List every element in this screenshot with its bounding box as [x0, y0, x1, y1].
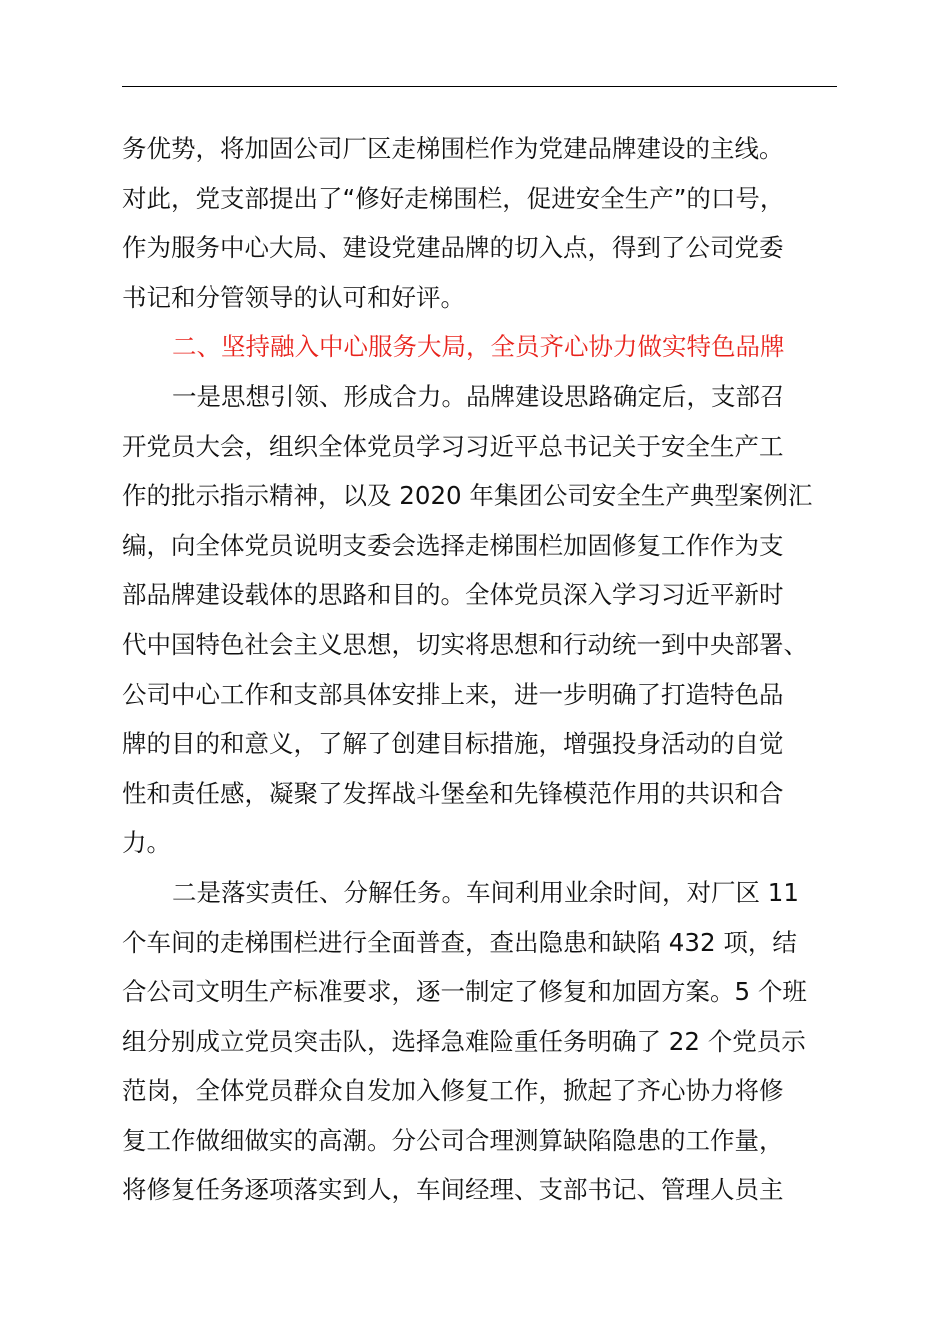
text-line: 个车间的走梯围栏进行全面普查，查出隐患和缺陷 432 项，结 [122, 927, 797, 957]
text-line: 将修复任务逐项落实到人，车间经理、支部书记、管理人员主 [122, 1175, 784, 1205]
text-line: 代中国特色社会主义思想，切实将思想和行动统一到中央部署、 [122, 629, 808, 659]
paragraph [122, 372, 842, 868]
text-line: 性和责任感，凝聚了发挥战斗堡垒和先锋模范作用的共识和合 [122, 778, 784, 808]
paragraph [122, 868, 842, 1215]
text-line: 公司中心工作和支部具体安排上来，进一步明确了打造特色品 [122, 679, 784, 709]
text-line: 务优势，将加固公司厂区走梯围栏作为党建品牌建设的主线。 [122, 134, 784, 163]
text-line: 力。 [122, 828, 171, 858]
text-line: 开党员大会，组织全体党员学习习近平总书记关于安全生产工 [122, 431, 784, 461]
text-line: 合公司文明生产标准要求，逐一制定了修复和加固方案。5 个班 [122, 977, 807, 1007]
section-heading: 二、坚持融入中心服务大局，全员齐心协力做实特色品牌 [172, 332, 785, 362]
text-line: 部品牌建设载体的思路和目的。全体党员深入学习习近平新时 [122, 580, 784, 610]
text-line: 牌的目的和意义，了解了创建目标措施，增强投身活动的自觉 [122, 729, 784, 759]
paragraph [122, 124, 842, 322]
text-line: 组分别成立党员突击队，选择急难险重任务明确了 22 个党员示 [122, 1026, 806, 1056]
text-line: 编，向全体党员说明支委会选择走梯围栏加固修复工作作为支 [122, 530, 784, 560]
header-rule [122, 86, 837, 87]
text-line: 复工作做细做实的高潮。分公司合理测算缺陷隐患的工作量， [122, 1125, 784, 1155]
text-line: 书记和分管领导的认可和好评。 [122, 282, 465, 312]
text-line: 二是落实责任、分解任务。车间利用业余时间，对厂区 11 [172, 877, 799, 907]
text-line: 范岗，全体党员群众自发加入修复工作，掀起了齐心协力将修 [122, 1076, 784, 1106]
text-line: 作的批示指示精神，以及 2020 年集团公司安全生产典型案例汇 [122, 481, 813, 511]
text-line: 作为服务中心大局、建设党建品牌的切入点，得到了公司党委 [122, 233, 784, 263]
text-line: 对此，党支部提出了“修好走梯围栏，促进安全生产”的口号， [122, 183, 785, 213]
document-body [122, 124, 842, 1215]
text-line: 一是思想引领、形成合力。品牌建设思路确定后，支部召 [172, 381, 785, 411]
